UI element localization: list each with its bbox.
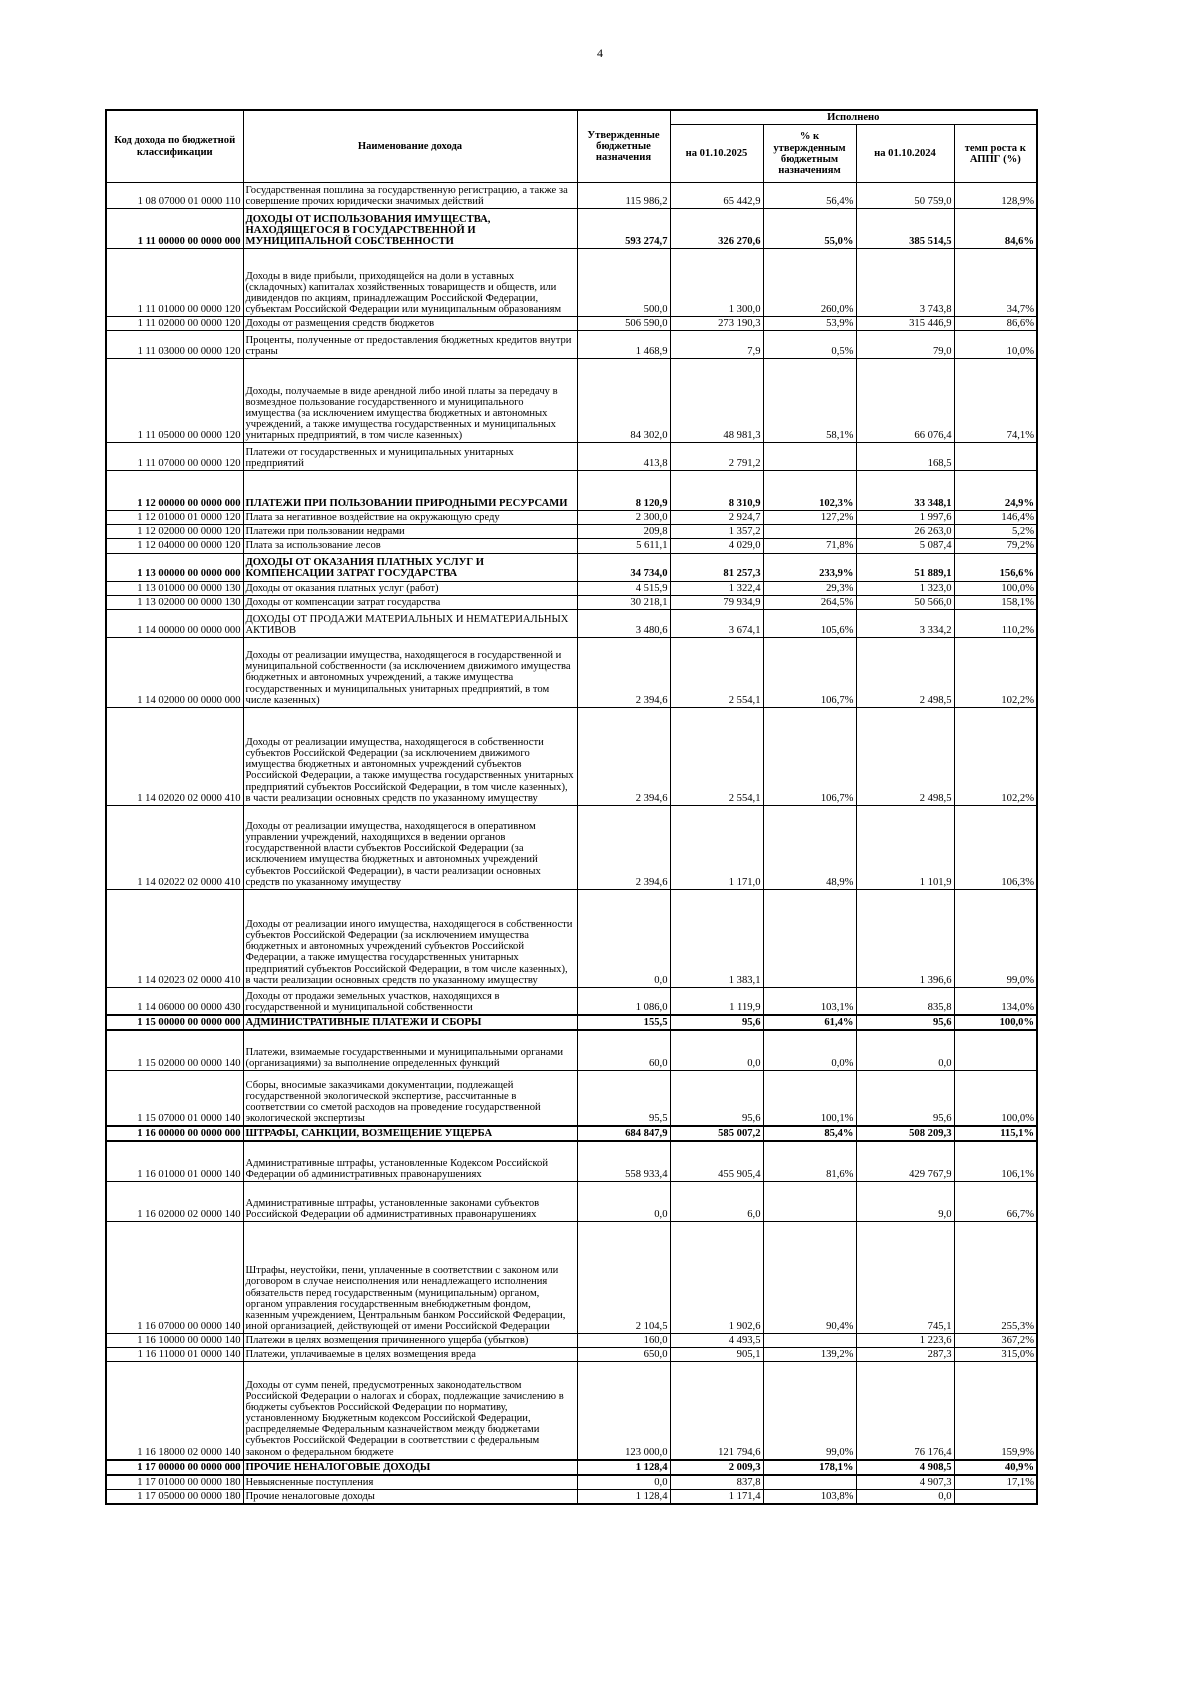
table-row — [106, 1181, 1037, 1221]
row-executed-2024: 3 743,8 — [856, 249, 954, 317]
row-pct-approved: 85,4% — [763, 1126, 856, 1141]
row-approved: 209,8 — [577, 525, 670, 539]
row-executed-2024: 2 498,5 — [856, 637, 954, 707]
row-executed-2024: 745,1 — [856, 1221, 954, 1333]
row-executed-2024: 50 566,0 — [856, 595, 954, 609]
row-name: Доходы от размещения средств бюджетов — [243, 317, 577, 331]
row-approved: 593 274,7 — [577, 209, 670, 249]
row-pct-approved: 56,4% — [763, 183, 856, 209]
row-pct-approved: 71,8% — [763, 539, 856, 553]
row-approved: 2 300,0 — [577, 511, 670, 525]
row-code: 1 14 02023 02 0000 410 — [106, 889, 243, 987]
row-growth: 66,7% — [954, 1181, 1037, 1221]
row-name: Невыясненные поступления — [243, 1475, 577, 1490]
row-approved: 506 590,0 — [577, 317, 670, 331]
row-approved: 8 120,9 — [577, 471, 670, 511]
row-executed-2024: 76 176,4 — [856, 1362, 954, 1460]
row-approved: 0,0 — [577, 889, 670, 987]
row-executed-2025: 2 009,3 — [670, 1460, 763, 1475]
table-row — [106, 1362, 1037, 1460]
row-executed-2024: 26 263,0 — [856, 525, 954, 539]
row-approved: 30 218,1 — [577, 595, 670, 609]
row-growth: 5,2% — [954, 525, 1037, 539]
row-executed-2024: 315 446,9 — [856, 317, 954, 331]
row-pct-approved: 105,6% — [763, 609, 856, 637]
row-pct-approved — [763, 1181, 856, 1221]
row-executed-2025: 2 791,2 — [670, 443, 763, 471]
row-executed-2025: 585 007,2 — [670, 1126, 763, 1141]
row-code: 1 16 18000 02 0000 140 — [106, 1362, 243, 1460]
table-row — [106, 595, 1037, 609]
header-approved: Утвержденные бюджетные назначения — [577, 110, 670, 183]
row-pct-approved: 29,3% — [763, 581, 856, 595]
row-code: 1 12 01000 01 0000 120 — [106, 511, 243, 525]
row-code: 1 15 07000 01 0000 140 — [106, 1070, 243, 1126]
table-row — [106, 359, 1037, 443]
row-approved: 558 933,4 — [577, 1141, 670, 1181]
row-executed-2025: 95,6 — [670, 1070, 763, 1126]
table-row — [106, 1348, 1037, 1362]
row-approved: 2 394,6 — [577, 707, 670, 805]
row-code: 1 11 05000 00 0000 120 — [106, 359, 243, 443]
row-executed-2025: 905,1 — [670, 1348, 763, 1362]
row-name: Плата за негативное воздействие на окружающую среду — [243, 511, 577, 525]
table-row — [106, 805, 1037, 889]
row-code: 1 14 02000 00 0000 000 — [106, 637, 243, 707]
row-code: 1 12 02000 00 0000 120 — [106, 525, 243, 539]
row-name: Платежи от государственных и муниципальных унитарных предприятий — [243, 443, 577, 471]
row-executed-2025: 2 554,1 — [670, 637, 763, 707]
row-pct-approved — [763, 443, 856, 471]
row-approved: 413,8 — [577, 443, 670, 471]
row-executed-2024: 287,3 — [856, 1348, 954, 1362]
row-pct-approved — [763, 1333, 856, 1347]
row-pct-approved: 100,1% — [763, 1070, 856, 1126]
row-code: 1 13 00000 00 0000 000 — [106, 553, 243, 581]
row-pct-approved: 103,1% — [763, 987, 856, 1015]
header-date-2024: на 01.10.2024 — [856, 125, 954, 183]
row-code: 1 13 01000 00 0000 130 — [106, 581, 243, 595]
table-row — [106, 987, 1037, 1015]
row-executed-2025: 8 310,9 — [670, 471, 763, 511]
row-pct-approved — [763, 1475, 856, 1490]
row-executed-2025: 121 794,6 — [670, 1362, 763, 1460]
row-pct-approved: 106,7% — [763, 707, 856, 805]
row-name: ПРОЧИЕ НЕНАЛОГОВЫЕ ДОХОДЫ — [243, 1460, 577, 1475]
row-pct-approved: 48,9% — [763, 805, 856, 889]
row-code: 1 16 10000 00 0000 140 — [106, 1333, 243, 1347]
row-code: 1 14 06000 00 0000 430 — [106, 987, 243, 1015]
row-executed-2024: 79,0 — [856, 331, 954, 359]
row-growth — [954, 443, 1037, 471]
table-row — [106, 707, 1037, 805]
table-row — [106, 443, 1037, 471]
table-row — [106, 1460, 1037, 1475]
row-name: Платежи при пользовании недрами — [243, 525, 577, 539]
row-growth: 34,7% — [954, 249, 1037, 317]
row-executed-2025: 6,0 — [670, 1181, 763, 1221]
row-approved: 1 128,4 — [577, 1489, 670, 1504]
table-row — [106, 1030, 1037, 1070]
row-executed-2024: 0,0 — [856, 1030, 954, 1070]
row-executed-2024: 508 209,3 — [856, 1126, 954, 1141]
row-code: 1 12 04000 00 0000 120 — [106, 539, 243, 553]
row-code: 1 15 00000 00 0000 000 — [106, 1015, 243, 1030]
row-name: Доходы от реализации иного имущества, находящегося в собственности субъектов Российской Федерации (за исключением имущества бюджетных и автономных учреждений субъектов Российской Федерации, а также имущества государственных унитарных предприятий субъектов Российской Федерации, в том числе казенных), в части реализации основных средств по указанному имуществу — [243, 889, 577, 987]
row-pct-approved: 103,8% — [763, 1489, 856, 1504]
table-row — [106, 1221, 1037, 1333]
row-executed-2024: 2 498,5 — [856, 707, 954, 805]
row-name: Доходы от сумм пеней, предусмотренных законодательством Российской Федерации о налогах и сборах, подлежащие зачислению в бюджеты субъектов Российской Федерации по нормативу, установленному Бюджетным кодексом Российской Федерации, распределяемые Федеральным казначейством между бюджетами субъектов Российской Федерации в соответствии с федеральным законом о федеральном бюджете — [243, 1362, 577, 1460]
row-growth: 10,0% — [954, 331, 1037, 359]
row-name: Административные штрафы, установленные Кодексом Российской Федерации об административных правонарушениях — [243, 1141, 577, 1181]
row-executed-2025: 65 442,9 — [670, 183, 763, 209]
row-executed-2024: 1 323,0 — [856, 581, 954, 595]
row-name: Доходы от реализации имущества, находящегося в собственности субъектов Российской Федерации (за исключением движимого имущества бюджетных и автономных учреждений субъектов Российской Федерации, а также имущества государственных унитарных предприятий субъектов Российской Федерации, в том числе казенных), в части реализации основных средств по указанному имуществу — [243, 707, 577, 805]
row-name: АДМИНИСТРАТИВНЫЕ ПЛАТЕЖИ И СБОРЫ — [243, 1015, 577, 1030]
row-code: 1 14 02020 02 0000 410 — [106, 707, 243, 805]
row-approved: 3 480,6 — [577, 609, 670, 637]
row-executed-2024: 66 076,4 — [856, 359, 954, 443]
row-approved: 0,0 — [577, 1181, 670, 1221]
row-executed-2025: 1 171,4 — [670, 1489, 763, 1504]
row-approved: 155,5 — [577, 1015, 670, 1030]
table-row — [106, 525, 1037, 539]
row-executed-2024: 4 908,5 — [856, 1460, 954, 1475]
table-row — [106, 249, 1037, 317]
table-row — [106, 471, 1037, 511]
row-name: ДОХОДЫ ОТ ПРОДАЖИ МАТЕРИАЛЬНЫХ И НЕМАТЕРИАЛЬНЫХ АКТИВОВ — [243, 609, 577, 637]
row-executed-2024: 5 087,4 — [856, 539, 954, 553]
row-growth — [954, 1030, 1037, 1070]
table-row — [106, 1141, 1037, 1181]
row-executed-2025: 2 554,1 — [670, 707, 763, 805]
row-pct-approved: 178,1% — [763, 1460, 856, 1475]
row-executed-2025: 455 905,4 — [670, 1141, 763, 1181]
page-number: 4 — [597, 46, 603, 60]
row-growth: 102,2% — [954, 637, 1037, 707]
row-name: Доходы от реализации имущества, находящегося в оперативном управлении учреждений, находящихся в ведении органов государственной власти субъектов Российской Федерации (за исключением имущества бюджетных и автономных учреждений субъектов Российской Федерации), в части реализации основных средств по указанному имуществу — [243, 805, 577, 889]
row-executed-2024: 4 907,3 — [856, 1475, 954, 1490]
row-growth: 158,1% — [954, 595, 1037, 609]
row-code: 1 16 11000 01 0000 140 — [106, 1348, 243, 1362]
row-pct-approved: 260,0% — [763, 249, 856, 317]
row-approved: 84 302,0 — [577, 359, 670, 443]
row-executed-2025: 48 981,3 — [670, 359, 763, 443]
row-growth: 134,0% — [954, 987, 1037, 1015]
row-code: 1 17 01000 00 0000 180 — [106, 1475, 243, 1490]
row-name: Административные штрафы, установленные законами субъектов Российской Федерации об административных правонарушениях — [243, 1181, 577, 1221]
table-row — [106, 889, 1037, 987]
table-row — [106, 331, 1037, 359]
table-row — [106, 1126, 1037, 1141]
row-name: Прочие неналоговые доходы — [243, 1489, 577, 1504]
row-approved: 1 468,9 — [577, 331, 670, 359]
row-pct-approved: 233,9% — [763, 553, 856, 581]
row-name: Плата за использование лесов — [243, 539, 577, 553]
row-growth: 17,1% — [954, 1475, 1037, 1490]
row-code: 1 11 01000 00 0000 120 — [106, 249, 243, 317]
row-executed-2025: 95,6 — [670, 1015, 763, 1030]
row-growth: 110,2% — [954, 609, 1037, 637]
row-code: 1 12 00000 00 0000 000 — [106, 471, 243, 511]
row-executed-2025: 79 934,9 — [670, 595, 763, 609]
row-name: Доходы, получаемые в виде арендной либо иной платы за передачу в возмездное пользование государственного и муниципального имущества (за исключением имущества бюджетных и автономных учреждений, а также имущества государственных и муниципальных унитарных предприятий, в том числе казенных) — [243, 359, 577, 443]
row-approved: 34 734,0 — [577, 553, 670, 581]
row-name: ДОХОДЫ ОТ ИСПОЛЬЗОВАНИЯ ИМУЩЕСТВА, НАХОДЯЩЕГОСЯ В ГОСУДАРСТВЕННОЙ И МУНИЦИПАЛЬНОЙ СОБСТВЕННОСТИ — [243, 209, 577, 249]
row-pct-approved: 61,4% — [763, 1015, 856, 1030]
row-executed-2025: 4 493,5 — [670, 1333, 763, 1347]
row-growth: 86,6% — [954, 317, 1037, 331]
row-name: Государственная пошлина за государственную регистрацию, а также за совершение прочих юридически значимых действий — [243, 183, 577, 209]
table-header — [106, 110, 1037, 183]
table-row — [106, 317, 1037, 331]
table-row — [106, 209, 1037, 249]
row-pct-approved: 99,0% — [763, 1362, 856, 1460]
table-row — [106, 553, 1037, 581]
table-body — [106, 183, 1037, 1504]
row-pct-approved: 127,2% — [763, 511, 856, 525]
row-executed-2024: 0,0 — [856, 1489, 954, 1504]
row-growth: 146,4% — [954, 511, 1037, 525]
row-code: 1 13 02000 00 0000 130 — [106, 595, 243, 609]
row-name: Платежи в целях возмещения причиненного ущерба (убытков) — [243, 1333, 577, 1347]
row-name: ДОХОДЫ ОТ ОКАЗАНИЯ ПЛАТНЫХ УСЛУГ И КОМПЕНСАЦИИ ЗАТРАТ ГОСУДАРСТВА — [243, 553, 577, 581]
row-code: 1 17 00000 00 0000 000 — [106, 1460, 243, 1475]
row-pct-approved — [763, 525, 856, 539]
row-code: 1 16 01000 01 0000 140 — [106, 1141, 243, 1181]
header-name: Наименование дохода — [243, 110, 577, 183]
row-code: 1 17 05000 00 0000 180 — [106, 1489, 243, 1504]
row-pct-approved: 0,5% — [763, 331, 856, 359]
row-executed-2024: 429 767,9 — [856, 1141, 954, 1181]
table-row — [106, 1070, 1037, 1126]
row-growth: 315,0% — [954, 1348, 1037, 1362]
row-approved: 500,0 — [577, 249, 670, 317]
row-code: 1 16 02000 02 0000 140 — [106, 1181, 243, 1221]
row-approved: 115 986,2 — [577, 183, 670, 209]
row-executed-2025: 1 902,6 — [670, 1221, 763, 1333]
row-executed-2024: 1 396,6 — [856, 889, 954, 987]
row-growth: 159,9% — [954, 1362, 1037, 1460]
row-executed-2024: 168,5 — [856, 443, 954, 471]
row-approved: 4 515,9 — [577, 581, 670, 595]
row-code: 1 16 00000 00 0000 000 — [106, 1126, 243, 1141]
table-row — [106, 1015, 1037, 1030]
row-code: 1 11 02000 00 0000 120 — [106, 317, 243, 331]
row-executed-2025: 0,0 — [670, 1030, 763, 1070]
row-approved: 95,5 — [577, 1070, 670, 1126]
revenue-table — [105, 109, 1038, 1505]
row-executed-2024: 1 223,6 — [856, 1333, 954, 1347]
row-pct-approved: 264,5% — [763, 595, 856, 609]
row-executed-2025: 326 270,6 — [670, 209, 763, 249]
row-executed-2025: 7,9 — [670, 331, 763, 359]
row-name: Доходы от компенсации затрат государства — [243, 595, 577, 609]
row-name: Доходы от реализации имущества, находящегося в государственной и муниципальной собственности (за исключением движимого имущества бюджетных и автономных учреждений, а также имущества государственных и муниципальных унитарных предприятий, в том числе казенных) — [243, 637, 577, 707]
row-growth: 99,0% — [954, 889, 1037, 987]
row-growth: 102,2% — [954, 707, 1037, 805]
table-row — [106, 581, 1037, 595]
row-approved: 650,0 — [577, 1348, 670, 1362]
row-growth: 84,6% — [954, 209, 1037, 249]
header-pct-approved: % к утвержденным бюджетным назначениям — [763, 125, 856, 183]
row-growth: 156,6% — [954, 553, 1037, 581]
row-executed-2025: 273 190,3 — [670, 317, 763, 331]
row-growth: 74,1% — [954, 359, 1037, 443]
row-approved: 1 128,4 — [577, 1460, 670, 1475]
row-approved: 5 611,1 — [577, 539, 670, 553]
row-executed-2025: 3 674,1 — [670, 609, 763, 637]
row-executed-2025: 1 357,2 — [670, 525, 763, 539]
header-growth: темп роста к АППГ (%) — [954, 125, 1037, 183]
row-executed-2025: 1 300,0 — [670, 249, 763, 317]
row-name: Платежи, уплачиваемые в целях возмещения вреда — [243, 1348, 577, 1362]
row-name: Штрафы, неустойки, пени, уплаченные в соответствии с законом или договором в случае неисполнения или ненадлежащего исполнения обязательств перед государственным (муниципальным) органом, органом управления государственным внебюджетным фондом, казенным учреждением, Центральным банком Российской Федерации, иной организацией, действующей от имени Российской Федерации — [243, 1221, 577, 1333]
row-code: 1 14 02022 02 0000 410 — [106, 805, 243, 889]
row-name: Доходы от оказания платных услуг (работ) — [243, 581, 577, 595]
table-row — [106, 609, 1037, 637]
row-name: Доходы в виде прибыли, приходящейся на доли в уставных (складочных) капиталах хозяйственных товариществ и обществ, или дивидендов по акциям, принадлежащим Российской Федерации, субъектам Российской Федерации или муниципальным образованиям — [243, 249, 577, 317]
row-code: 1 08 07000 01 0000 110 — [106, 183, 243, 209]
row-executed-2025: 81 257,3 — [670, 553, 763, 581]
row-executed-2025: 4 029,0 — [670, 539, 763, 553]
row-name: ШТРАФЫ, САНКЦИИ, ВОЗМЕЩЕНИЕ УЩЕРБА — [243, 1126, 577, 1141]
row-executed-2024: 1 997,6 — [856, 511, 954, 525]
row-executed-2024: 95,6 — [856, 1015, 954, 1030]
row-pct-approved: 58,1% — [763, 359, 856, 443]
row-executed-2025: 2 924,7 — [670, 511, 763, 525]
row-name: Проценты, полученные от предоставления бюджетных кредитов внутри страны — [243, 331, 577, 359]
row-approved: 2 394,6 — [577, 637, 670, 707]
row-growth — [954, 1489, 1037, 1504]
table-row — [106, 1489, 1037, 1504]
row-code: 1 15 02000 00 0000 140 — [106, 1030, 243, 1070]
row-pct-approved: 53,9% — [763, 317, 856, 331]
row-growth: 115,1% — [954, 1126, 1037, 1141]
row-growth: 128,9% — [954, 183, 1037, 209]
row-executed-2024: 3 334,2 — [856, 609, 954, 637]
header-code: Код дохода по бюджетной классификации — [106, 110, 243, 183]
row-approved: 2 394,6 — [577, 805, 670, 889]
row-pct-approved: 0,0% — [763, 1030, 856, 1070]
row-approved: 1 086,0 — [577, 987, 670, 1015]
row-growth: 79,2% — [954, 539, 1037, 553]
row-growth: 106,1% — [954, 1141, 1037, 1181]
row-pct-approved: 102,3% — [763, 471, 856, 511]
row-growth: 40,9% — [954, 1460, 1037, 1475]
row-code: 1 11 00000 00 0000 000 — [106, 209, 243, 249]
row-pct-approved — [763, 889, 856, 987]
row-executed-2024: 51 889,1 — [856, 553, 954, 581]
row-name: Сборы, вносимые заказчиками документации, подлежащей государственной экологической экспертизе, рассчитанные в соответствии со сметой расходов на проведение государственной экологической экспертизы — [243, 1070, 577, 1126]
row-growth: 100,0% — [954, 1015, 1037, 1030]
header-date-2025: на 01.10.2025 — [670, 125, 763, 183]
row-executed-2024: 95,6 — [856, 1070, 954, 1126]
row-pct-approved: 90,4% — [763, 1221, 856, 1333]
row-name: ПЛАТЕЖИ ПРИ ПОЛЬЗОВАНИИ ПРИРОДНЫМИ РЕСУРСАМИ — [243, 471, 577, 511]
row-pct-approved: 81,6% — [763, 1141, 856, 1181]
header-executed: Исполнено — [670, 110, 1037, 125]
row-executed-2024: 50 759,0 — [856, 183, 954, 209]
row-approved: 684 847,9 — [577, 1126, 670, 1141]
row-approved: 123 000,0 — [577, 1362, 670, 1460]
table-row — [106, 539, 1037, 553]
row-executed-2025: 1 119,9 — [670, 987, 763, 1015]
row-growth: 100,0% — [954, 1070, 1037, 1126]
row-pct-approved: 106,7% — [763, 637, 856, 707]
row-pct-approved: 139,2% — [763, 1348, 856, 1362]
row-name: Доходы от продажи земельных участков, находящихся в государственной и муниципальной собственности — [243, 987, 577, 1015]
row-executed-2025: 1 383,1 — [670, 889, 763, 987]
row-approved: 2 104,5 — [577, 1221, 670, 1333]
row-growth: 100,0% — [954, 581, 1037, 595]
row-growth: 367,2% — [954, 1333, 1037, 1347]
row-name: Платежи, взимаемые государственными и муниципальными органами (организациями) за выполнение определенных функций — [243, 1030, 577, 1070]
row-executed-2024: 33 348,1 — [856, 471, 954, 511]
row-executed-2025: 1 322,4 — [670, 581, 763, 595]
row-executed-2024: 1 101,9 — [856, 805, 954, 889]
row-executed-2024: 385 514,5 — [856, 209, 954, 249]
row-growth: 24,9% — [954, 471, 1037, 511]
row-code: 1 11 07000 00 0000 120 — [106, 443, 243, 471]
row-growth: 255,3% — [954, 1221, 1037, 1333]
row-executed-2024: 9,0 — [856, 1181, 954, 1221]
row-executed-2025: 837,8 — [670, 1475, 763, 1490]
table-row — [106, 1475, 1037, 1490]
row-executed-2024: 835,8 — [856, 987, 954, 1015]
row-growth: 106,3% — [954, 805, 1037, 889]
table-row — [106, 1333, 1037, 1347]
row-approved: 160,0 — [577, 1333, 670, 1347]
table-row — [106, 637, 1037, 707]
row-code: 1 11 03000 00 0000 120 — [106, 331, 243, 359]
table-row — [106, 511, 1037, 525]
row-executed-2025: 1 171,0 — [670, 805, 763, 889]
table-row — [106, 183, 1037, 209]
row-approved: 60,0 — [577, 1030, 670, 1070]
row-approved: 0,0 — [577, 1475, 670, 1490]
row-pct-approved: 55,0% — [763, 209, 856, 249]
row-code: 1 14 00000 00 0000 000 — [106, 609, 243, 637]
row-code: 1 16 07000 00 0000 140 — [106, 1221, 243, 1333]
